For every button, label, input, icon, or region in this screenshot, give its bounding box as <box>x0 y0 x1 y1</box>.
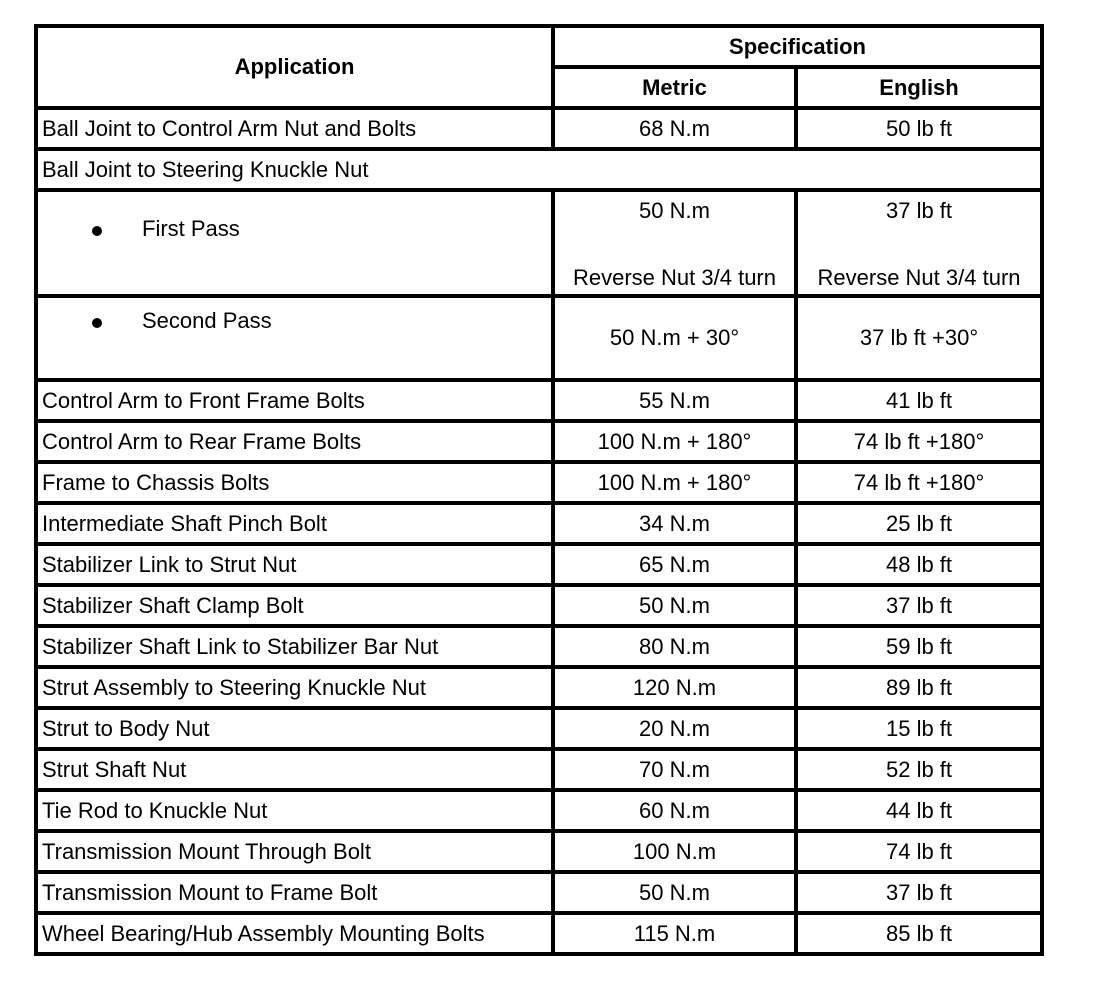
row-metric: 80 N.m <box>553 626 796 667</box>
row-metric: 34 N.m <box>553 503 796 544</box>
row-english: 37 lb ft <box>796 872 1042 913</box>
first-pass-row <box>36 190 1042 296</box>
first-pass-english: 37 lb ft <box>885 198 953 223</box>
row-metric: 60 N.m <box>553 790 796 831</box>
second-pass-row <box>36 296 1042 380</box>
row-english: 52 lb ft <box>796 749 1042 790</box>
row-english: 74 lb ft <box>796 831 1042 872</box>
group-title: Ball Joint to Steering Knuckle Nut <box>36 149 1042 190</box>
first-pass-english-note: Reverse Nut 3/4 turn <box>817 265 1021 290</box>
row-application: Ball Joint to Control Arm Nut and Bolts <box>36 108 553 149</box>
first-pass-metric-note: Reverse Nut 3/4 turn <box>573 265 776 290</box>
second-pass-english: 37 lb ft +30° <box>796 296 1042 380</box>
first-pass-metric-cell <box>553 190 796 296</box>
header-application: Application <box>36 26 553 108</box>
row-application: Strut Assembly to Steering Knuckle Nut <box>36 667 553 708</box>
row-application: Strut Shaft Nut <box>36 749 553 790</box>
row-metric: 115 N.m <box>553 913 796 954</box>
table-row <box>36 544 1042 585</box>
header-specification: Specification <box>553 26 1042 67</box>
header-metric: Metric <box>553 67 796 108</box>
first-pass-cell <box>36 190 553 296</box>
second-pass-label: Second Pass <box>142 308 272 333</box>
bullet-icon <box>92 318 102 328</box>
row-english: 25 lb ft <box>796 503 1042 544</box>
header-row-1 <box>36 26 1042 67</box>
table-row <box>36 708 1042 749</box>
table-row <box>36 667 1042 708</box>
row-english: 44 lb ft <box>796 790 1042 831</box>
row-metric: 20 N.m <box>553 708 796 749</box>
row-metric: 68 N.m <box>553 108 796 149</box>
row-english: 15 lb ft <box>796 708 1042 749</box>
row-english: 74 lb ft +180° <box>796 421 1042 462</box>
row-application: Strut to Body Nut <box>36 708 553 749</box>
group-header-row <box>36 149 1042 190</box>
table-row <box>36 872 1042 913</box>
table-row <box>36 831 1042 872</box>
row-application: Control Arm to Rear Frame Bolts <box>36 421 553 462</box>
table-row <box>36 462 1042 503</box>
second-pass-cell <box>36 296 553 380</box>
row-metric: 55 N.m <box>553 380 796 421</box>
row-application: Intermediate Shaft Pinch Bolt <box>36 503 553 544</box>
table-row <box>36 585 1042 626</box>
table-row <box>36 421 1042 462</box>
table-row <box>36 790 1042 831</box>
row-metric: 50 N.m <box>553 585 796 626</box>
row-application: Stabilizer Link to Strut Nut <box>36 544 553 585</box>
table-row <box>36 503 1042 544</box>
first-pass-metric: 50 N.m <box>639 198 710 223</box>
row-english: 37 lb ft <box>796 585 1042 626</box>
row-application: Tie Rod to Knuckle Nut <box>36 790 553 831</box>
header-english: English <box>796 67 1042 108</box>
table-row <box>36 626 1042 667</box>
row-metric: 100 N.m + 180° <box>553 421 796 462</box>
table-row <box>36 749 1042 790</box>
row-english: 50 lb ft <box>796 108 1042 149</box>
row-metric: 120 N.m <box>553 667 796 708</box>
row-metric: 70 N.m <box>553 749 796 790</box>
table-row <box>36 913 1042 954</box>
row-metric: 50 N.m <box>553 872 796 913</box>
row-metric: 100 N.m + 180° <box>553 462 796 503</box>
row-application: Frame to Chassis Bolts <box>36 462 553 503</box>
row-metric: 65 N.m <box>553 544 796 585</box>
row-metric: 100 N.m <box>553 831 796 872</box>
row-english: 89 lb ft <box>796 667 1042 708</box>
row-application: Control Arm to Front Frame Bolts <box>36 380 553 421</box>
row-english: 41 lb ft <box>796 380 1042 421</box>
row-application: Stabilizer Shaft Link to Stabilizer Bar Nut <box>36 626 553 667</box>
table-row <box>36 108 1042 149</box>
row-application: Transmission Mount to Frame Bolt <box>36 872 553 913</box>
first-pass-label: First Pass <box>142 216 240 241</box>
row-english: 48 lb ft <box>796 544 1042 585</box>
first-pass-english-cell <box>796 190 1042 296</box>
row-application: Stabilizer Shaft Clamp Bolt <box>36 585 553 626</box>
bullet-icon <box>92 226 102 236</box>
row-english: 59 lb ft <box>796 626 1042 667</box>
row-english: 85 lb ft <box>796 913 1042 954</box>
row-application: Transmission Mount Through Bolt <box>36 831 553 872</box>
second-pass-metric: 50 N.m + 30° <box>553 296 796 380</box>
table-row <box>36 380 1042 421</box>
row-english: 74 lb ft +180° <box>796 462 1042 503</box>
torque-spec-table <box>34 24 1044 956</box>
row-application: Wheel Bearing/Hub Assembly Mounting Bolts <box>36 913 553 954</box>
